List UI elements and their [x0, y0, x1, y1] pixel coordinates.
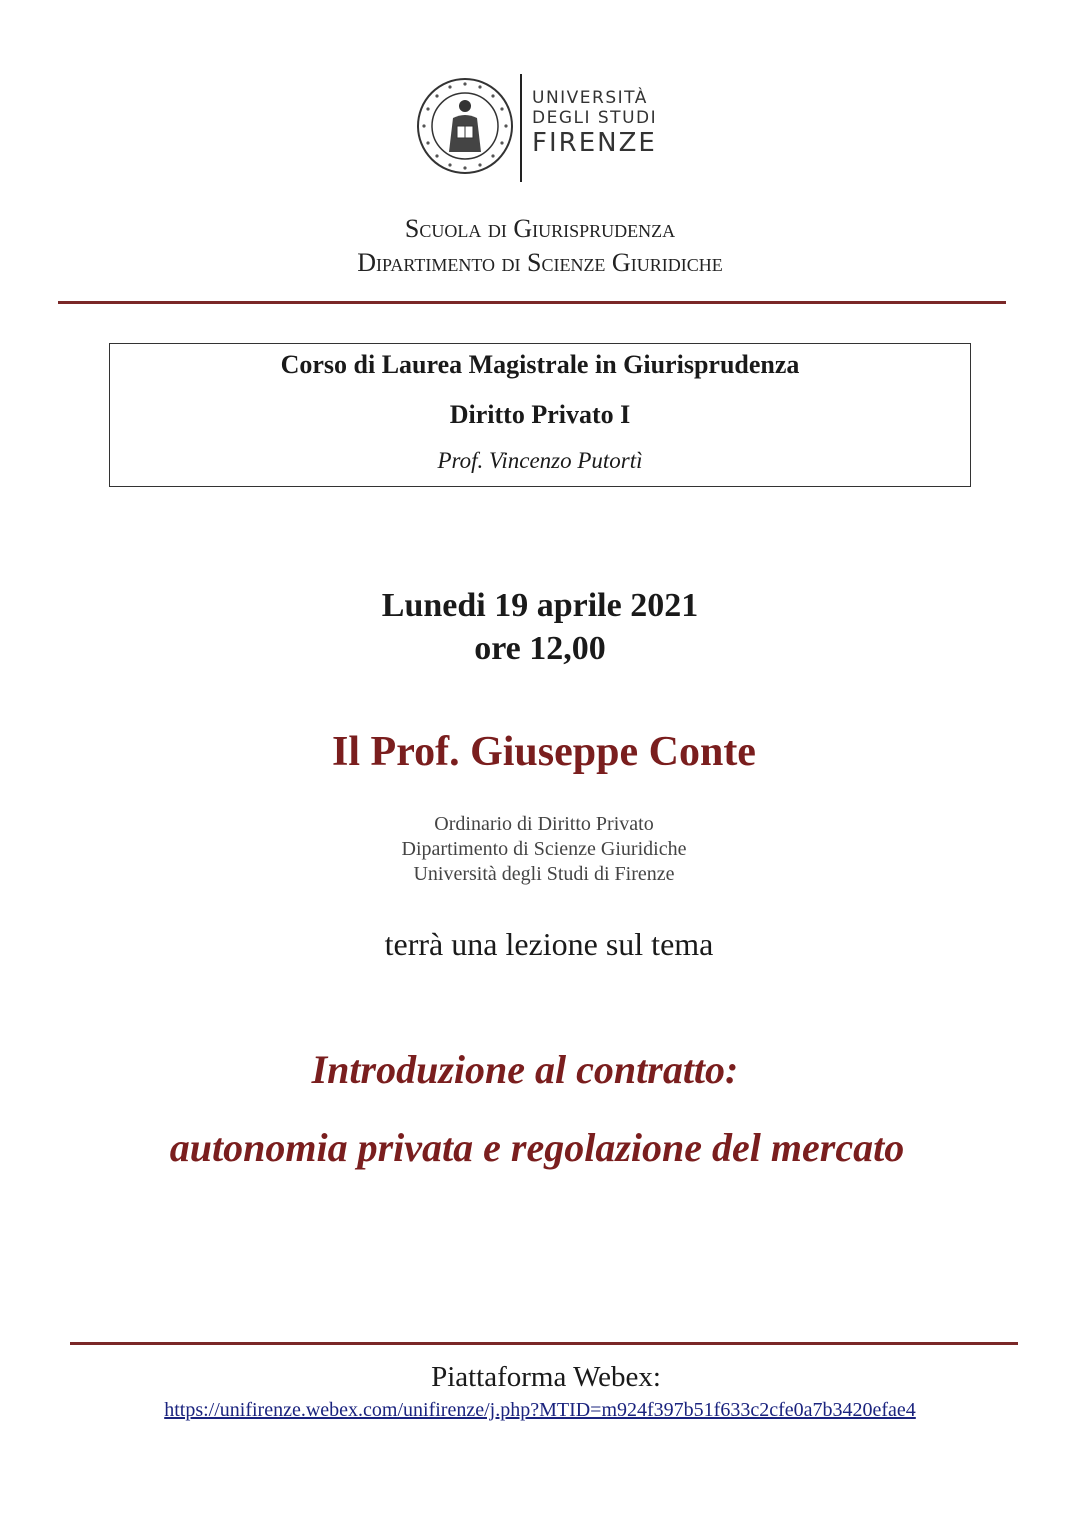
logo-line-firenze: FIRENZE	[532, 128, 657, 158]
department-name: Dipartimento di Scienze Giuridiche	[357, 248, 723, 277]
bottom-divider	[70, 1342, 1018, 1345]
course-box	[109, 343, 971, 487]
course-name: Diritto Privato I	[449, 400, 631, 429]
webex-link-text[interactable]: https://unifirenze.webex.com/unifirenze/j.php?MTID=m924f397b51f633c2cfe0a7b3420efae4	[164, 1399, 916, 1421]
lesson-topic-line1: Introduzione al contratto:	[311, 1047, 739, 1092]
top-divider	[58, 301, 1006, 304]
logo-line-degli-studi: DEGLI STUDI	[532, 108, 658, 128]
school-heading	[0, 212, 1080, 280]
speaker-role: Ordinario di Diritto Privato	[434, 813, 654, 835]
webex-link[interactable]	[0, 1399, 1080, 1422]
university-seal-icon	[415, 76, 515, 176]
speaker-department: Dipartimento di Scienze Giuridiche	[401, 838, 687, 860]
speaker-university: Università degli Studi di Firenze	[413, 863, 675, 885]
logo-divider	[520, 74, 522, 182]
event-date: Lunedi 19 aprile 2021	[381, 587, 699, 624]
lesson-topic-line2: autonomia privata e regolazione del mercato	[169, 1125, 905, 1170]
logo-line-universita: UNIVERSITÀ	[532, 88, 648, 108]
lesson-intro: terrà una lezione sul tema	[384, 926, 714, 962]
logo-wordmark	[532, 90, 657, 156]
event-datetime	[0, 584, 1080, 670]
event-time: ore 12,00	[474, 630, 606, 667]
speaker-name: Il Prof. Giuseppe Conte	[332, 729, 756, 775]
course-title: Corso di Laurea Magistrale in Giurisprudenza	[280, 350, 800, 379]
university-logo	[415, 74, 665, 184]
course-professor: Prof. Vincenzo Putortì	[437, 448, 643, 473]
platform-label: Piattaforma Webex:	[431, 1361, 661, 1393]
school-name: Scuola di Giurisprudenza	[404, 214, 676, 243]
speaker-affiliation	[0, 812, 1080, 887]
